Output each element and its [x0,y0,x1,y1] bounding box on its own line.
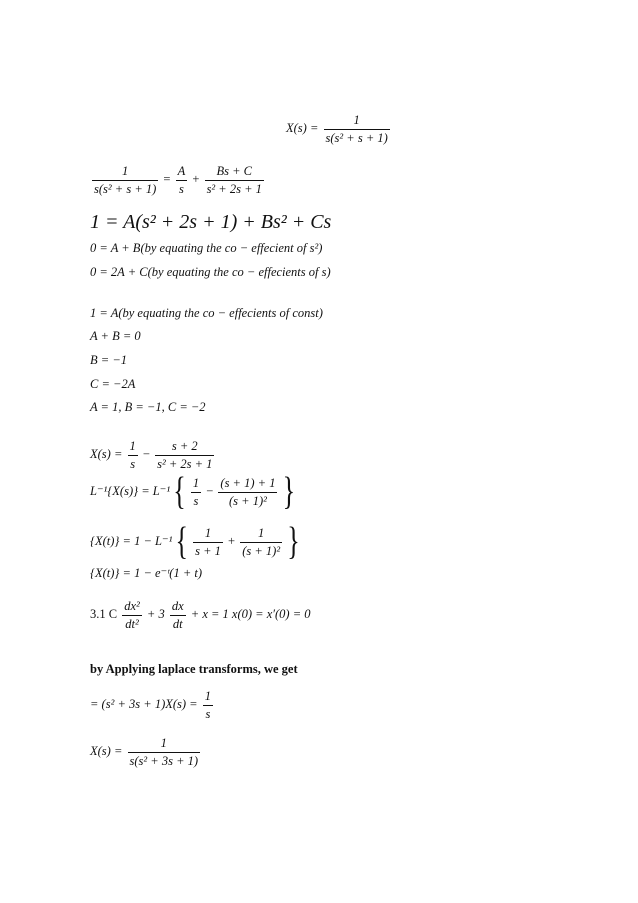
eq1-fraction [324,114,390,144]
eq2-fraction-3 [205,165,264,195]
eq5-den1: s [193,493,199,508]
equating-line-3: 1 = A(by equating the co − effecients of const) [90,306,323,320]
eq5-den2: (s + 1)² [229,493,267,508]
eq1-denominator: s(s² + s + 1) [325,130,388,145]
eq4-num2: s + 2 [155,440,214,456]
equation-xs-decomposed: X(s) = $\frac{1}{s}$ − $\frac{s + 2}{\text{s² + 2s + 1}}$ [90,439,213,471]
solution-line-4: A = 1, B = −1, C = −2 [90,400,206,414]
eq6-fraction-2 [240,527,282,557]
eq8-den1: dt² [125,616,139,631]
solution-line-1: A + B = 0 [90,329,141,343]
equation-inverse-laplace: L⁻¹{X(s)} = L⁻¹ { $\frac{1}{s}$ − $\frac{(s + 1) + 1}{\text{(s + 1)²}}$ } [90,469,296,513]
eq6-num2: 1 [240,527,282,543]
eq8-num1: dx² [122,600,142,616]
eq9-num: 1 [203,690,213,706]
eq5-num1: 1 [191,477,201,493]
eq10-num: 1 [128,737,201,753]
eq2-num3: Bs + C [205,165,264,181]
eq10-lhs: X(s) = [90,743,123,758]
eq2-num1: 1 [92,165,158,181]
problem-3-1-statement [90,600,311,630]
right-brace-icon: } [287,519,300,563]
eq4-den1: s [130,456,136,471]
eq10-fraction [128,737,201,767]
eq5-num2: (s + 1) + 1 [218,477,277,493]
equating-line-2: 0 = 2A + C(by equating the co − effecients of s) [90,265,331,279]
eq4-lhs: X(s) = [90,446,123,461]
eq8-fraction-2 [170,600,186,630]
eq5-lhs: L⁻¹{X(s)} = L⁻¹ [90,483,171,498]
eq1-lhs: X(s) = [286,120,319,135]
eq1-numerator: 1 [324,114,390,130]
solution-line-3: C = −2A [90,377,136,391]
right-brace-icon: } [282,469,296,513]
eq8-fraction-1 [122,600,142,630]
eq10-den: s(s² + 3s + 1) [129,753,199,768]
equation-xs-definition [286,114,392,144]
equation-xs-final [90,737,202,767]
equation-xt-result: {X(t)} = 1 − e⁻ᵗ(1 + t) [90,566,203,580]
eq5-fraction-1 [191,477,201,507]
eq2-den1: s(s² + s + 1) [94,181,157,196]
equation-xt-inverse: {X(t)} = 1 − L⁻¹ { $\frac{1}{s + 1}$ + $\frac{1}{\text{(s + 1)²}}$ } [90,519,300,563]
equation-partial-fractions: $\frac{1}{\text{s(s² + s + 1)}}$ = $\frac{A}{s}$ + $\frac{Bs + C}{\text{s² + 2s + 1}}$ [94,164,262,196]
eq4-den2: s² + 2s + 1 [157,456,213,471]
eq6-num1: 1 [193,527,223,543]
equation-coefficient-expansion: 1 = A(s² + 2s + 1) + Bs² + Cs [90,211,332,233]
eq2-den3: s² + 2s + 1 [206,181,262,196]
eq8-mid: + 3 [146,606,165,621]
eq6-lhs: {X(t)} = 1 − L⁻¹ [90,533,173,548]
equation-laplace-applied [90,690,215,720]
eq6-fraction-1 [193,527,223,557]
eq6-den2: (s + 1)² [242,543,281,558]
eq8-den2: dt [172,616,183,631]
eq6-den1: s + 1 [195,543,221,558]
eq9-den: s [205,706,211,721]
eq2-fraction-2 [176,165,188,195]
eq2-fraction-1 [92,165,158,195]
left-brace-icon: { [173,469,186,513]
eq9-fraction [203,690,213,720]
solution-line-2: B = −1 [90,353,128,367]
eq4-fraction-2 [155,440,214,470]
eq9-lhs: = (s² + 3s + 1)X(s) = [90,696,198,711]
eq2-den2: s [178,181,184,196]
eq8-num2: dx [170,600,186,616]
eq2-num2: A [176,165,188,181]
eq5-fraction-2 [218,477,277,507]
eq8-rest: + x = 1 x(0) = x′(0) = 0 [190,606,311,621]
eq4-fraction-1 [128,440,138,470]
left-brace-icon: { [175,519,188,563]
eq4-num1: 1 [128,440,138,456]
section-heading: by Applying laplace transforms, we get [90,662,298,676]
equating-line-1: 0 = A + B(by equating the co − effecient of s²) [90,241,323,255]
problem-label: 3.1 C [90,606,118,621]
